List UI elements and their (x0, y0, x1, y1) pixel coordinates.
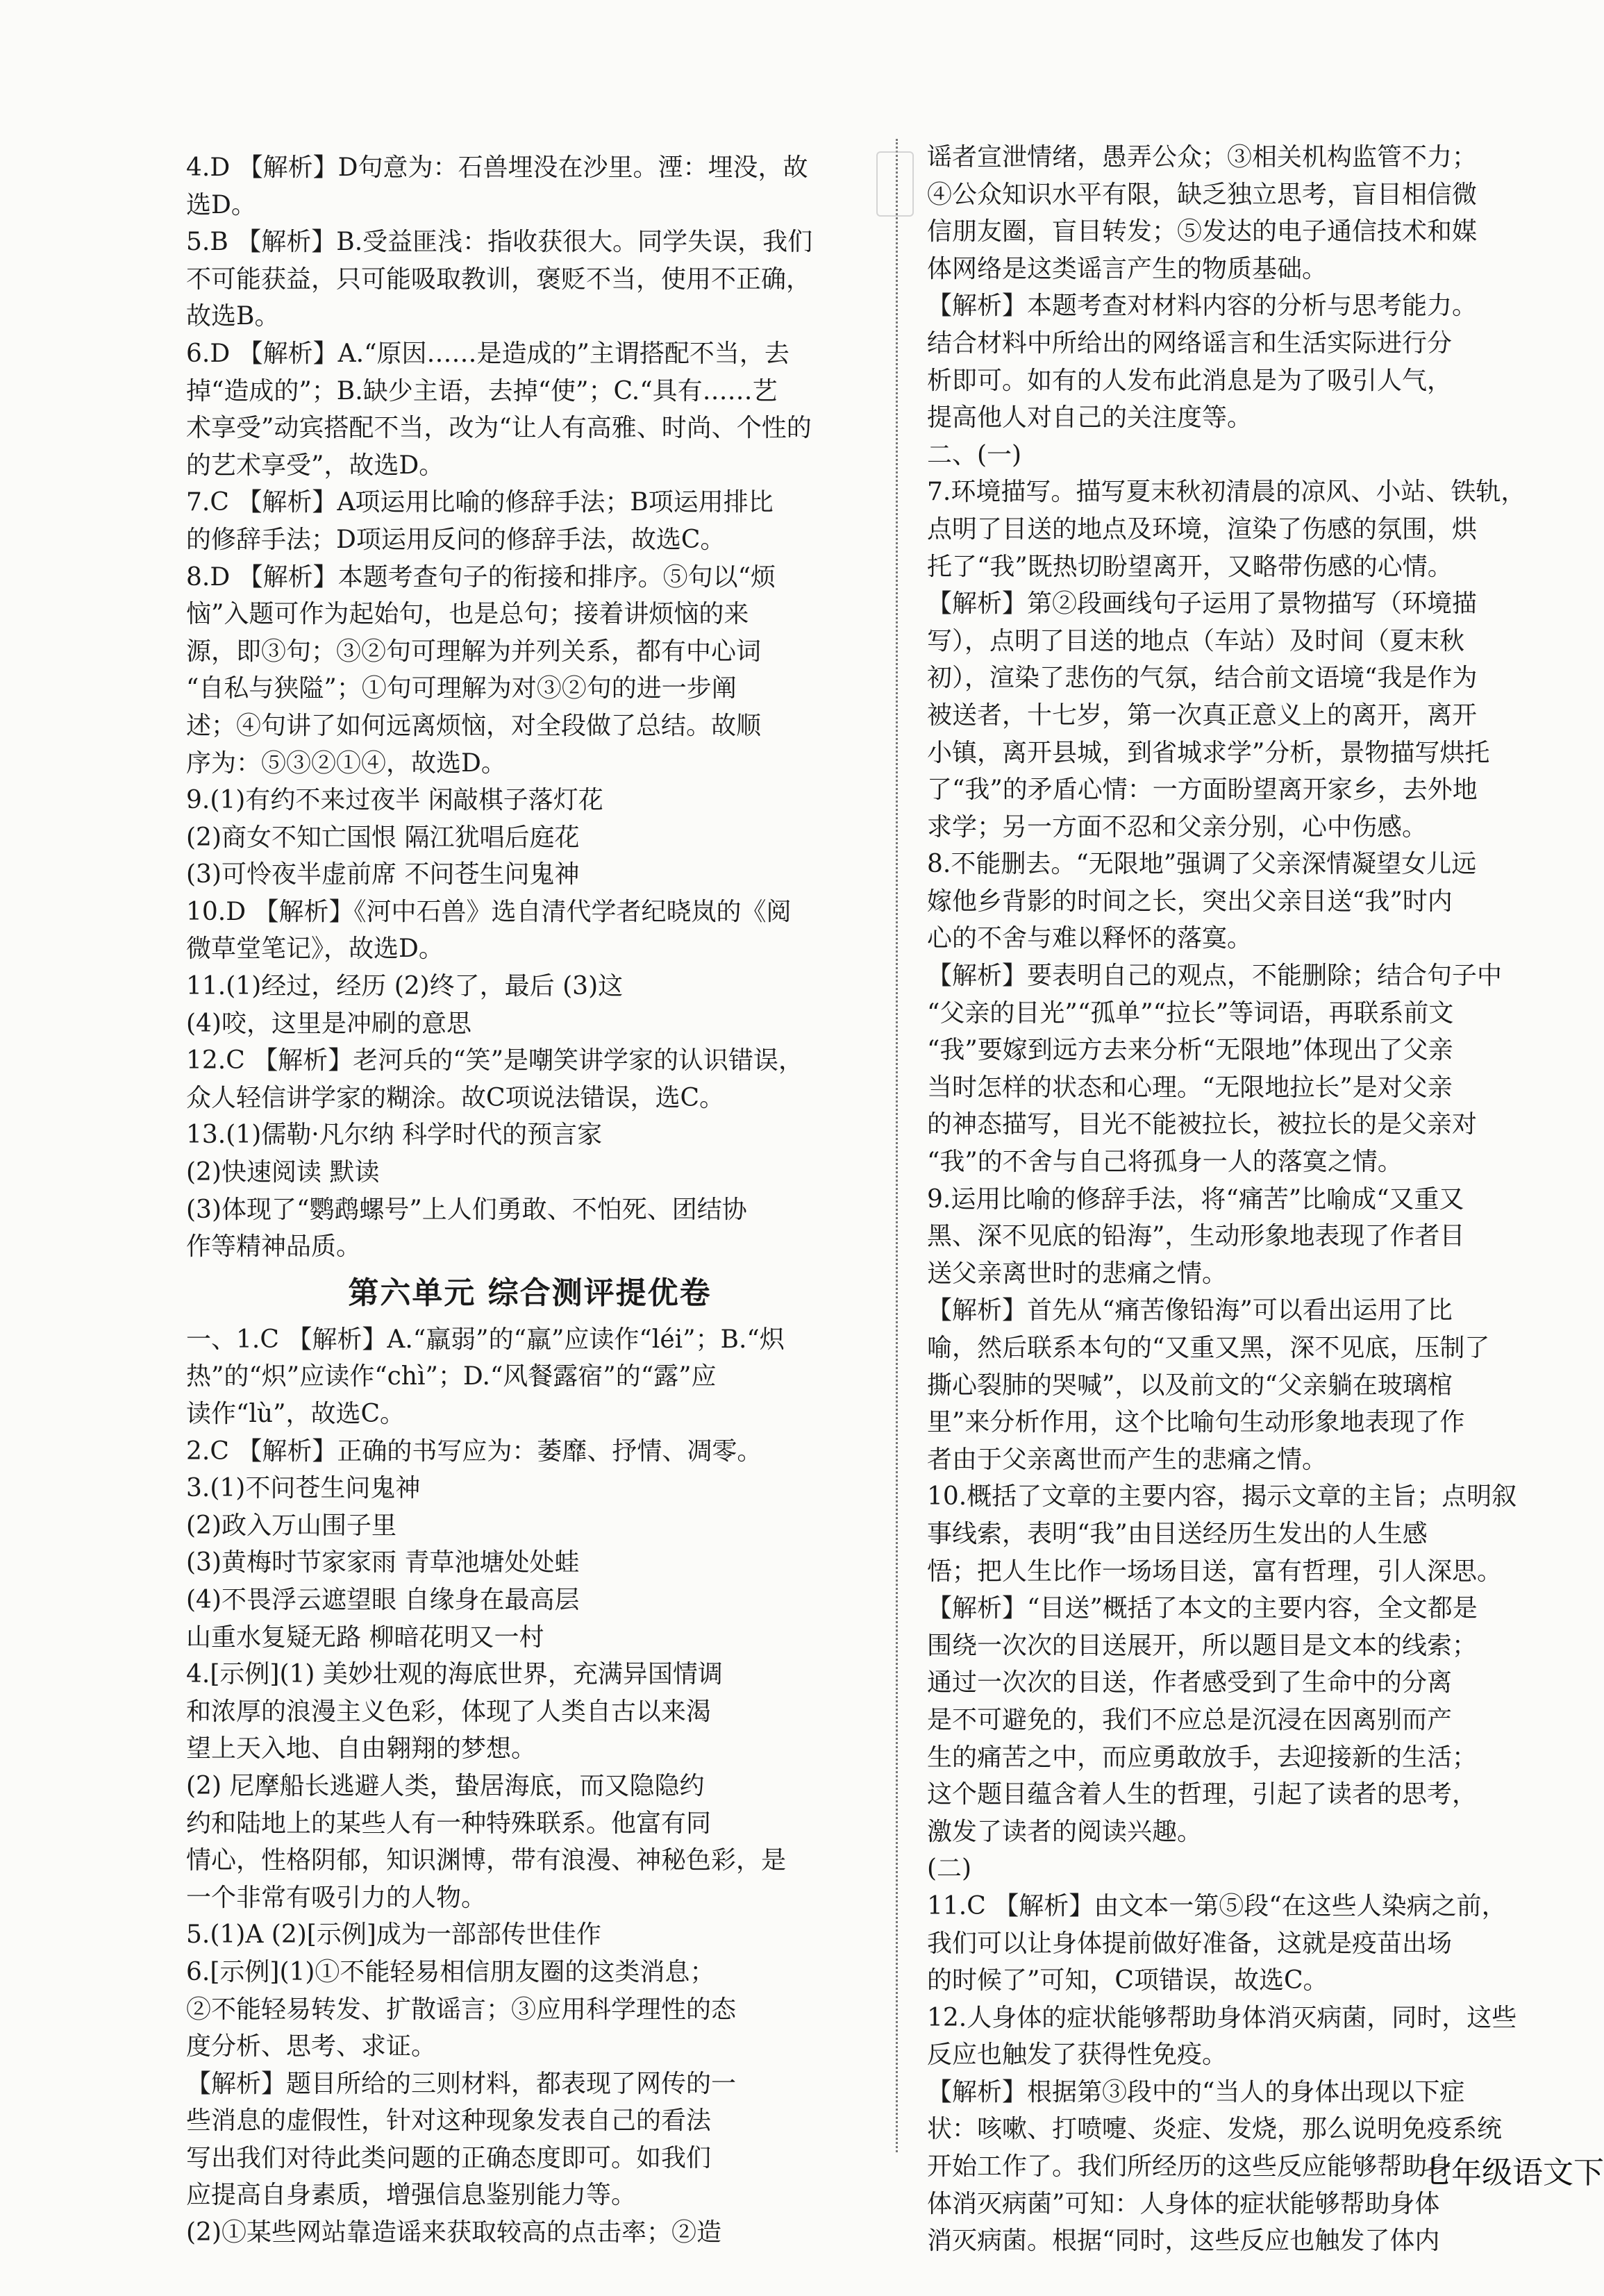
text-line: 12.人身体的症状能够帮助身体消灭病菌，同时，这些 (927, 2003, 1517, 2032)
page-footer: 七年级语文下 (1421, 2155, 1604, 2190)
text-line: 序为：⑤③②①④，故选D。 (186, 748, 506, 778)
text-line: (3)可怜夜半虚前席 不问苍生问鬼神 (186, 860, 580, 889)
text-line: 恼”入题可作为起始句，也是总句；接着讲烦恼的来 (186, 600, 749, 629)
text-line: 【解析】第②段画线句子运用了景物描写（环境描 (927, 589, 1478, 619)
text-line: 众人轻信讲学家的糊涂。故C项说法错误，选C。 (186, 1083, 725, 1112)
text-line: 2.C 【解析】正确的书写应为：萎靡、抒情、凋零。 (186, 1436, 762, 1466)
text-line: 选D。 (186, 190, 256, 219)
text-line: 生的痛苦之中，而应勇敢放手，去迎接新的生活； (927, 1743, 1478, 1772)
text-line: 状：咳嗽、打喷嚏、炎症、发烧，那么说明免疫系统 (927, 2115, 1503, 2144)
text-line: 喻，然后联系本句的“又重又黑，深不见底，压制了 (927, 1334, 1490, 1362)
text-line: 事线索，表明“我”由目送经历生发出的人生感 (927, 1519, 1428, 1548)
text-line: 托了“我”既热切盼望离开，又略带伤感的心情。 (927, 552, 1453, 581)
text-line: 10.D 【解析】《河中石兽》选自清代学者纪晓岚的《阅 (186, 897, 792, 926)
text-line: 信朋友圈，盲目转发；⑤发达的电子通信技术和媒 (927, 217, 1478, 246)
text-line: 我们可以让身体提前做好准备，这就是疫苗出场 (927, 1929, 1453, 1958)
text-line: 这个题目蕴含着人生的哲理，引起了读者的思考， (927, 1780, 1478, 1809)
text-line: ②不能轻易转发、扩散谣言；③应用科学理性的态 (186, 1995, 737, 2024)
text-line: (2)政入万山围子里 (186, 1511, 396, 1540)
text-line: 体消灭病菌”可知：人身体的症状能够帮助身体 (927, 2189, 1440, 2218)
text-line: 5.(1)A (2)[示例]成为一部部传世佳作 (186, 1920, 601, 1950)
text-line: 初），渲染了悲伤的气氛，结合前文语境“我是作为 (927, 664, 1478, 693)
text-line: 【解析】首先从“痛苦像铅海”可以看出运用了比 (927, 1296, 1453, 1325)
text-line: 撕心裂肺的哭喊”，以及前文的“父亲躺在玻璃棺 (927, 1371, 1453, 1400)
text-line: 【解析】本题考查对材料内容的分析与思考能力。 (927, 292, 1478, 321)
text-line: 悟；把人生比作一场场目送，富有哲理，引人深思。 (927, 1557, 1503, 1586)
text-line: 10.概括了文章的主要内容，揭示文章的主旨；点明叙 (927, 1482, 1517, 1511)
text-line: 激发了读者的阅读兴趣。 (927, 1817, 1203, 1846)
text-line: 一个非常有吸引力的人物。 (186, 1883, 487, 1912)
text-line: “我”要嫁到远方去来分析“无限地”体现出了父亲 (927, 1036, 1453, 1065)
text-line: 9.(1)有约不来过夜半 闲敲棋子落灯花 (186, 786, 603, 815)
text-line: 8.D 【解析】本题考查句子的衔接和排序。⑤句以“烦 (186, 562, 776, 592)
text-line: 是不可避免的，我们不应总是沉浸在因离别而产 (927, 1705, 1453, 1734)
text-line: 了“我”的矛盾心情：一方面盼望离开家乡，去外地 (927, 776, 1478, 805)
text-line: 8.不能删去。“无限地”强调了父亲深情凝望女儿远 (927, 850, 1477, 879)
text-line: 热”的“炽”应读作“chì”；D.“风餐露宿”的“露”应 (186, 1362, 717, 1391)
text-line: 【解析】题目所给的三则材料，都表现了网传的一 (186, 2069, 737, 2098)
text-line: 送父亲离世时的悲痛之情。 (927, 1259, 1228, 1288)
text-line: 4.[示例](1) 美妙壮观的海底世界，充满异国情调 (186, 1660, 723, 1689)
text-line: 术享受”动宾搭配不当，改为“让人有高雅、时尚、个性的 (186, 414, 812, 443)
text-line: 【解析】“目送”概括了本文的主要内容，全文都是 (927, 1594, 1478, 1623)
text-line: 者由于父亲离世而产生的悲痛之情。 (927, 1445, 1328, 1474)
text-line: 体网络是这类谣言产生的物质基础。 (927, 254, 1328, 283)
stamp-mark (876, 151, 914, 217)
column-divider (896, 139, 898, 2152)
text-line: 11.(1)经过，经历 (2)终了，最后 (3)这 (186, 972, 624, 1001)
text-line: 求学；另一方面不忍和父亲分别，心中伤感。 (927, 812, 1428, 841)
text-line: (4)不畏浮云遮望眼 自缘身在最高层 (186, 1585, 580, 1614)
text-line: 微草堂笔记》，故选D。 (186, 935, 444, 964)
text-line: 结合材料中所给出的网络谣言和生活实际进行分 (927, 328, 1453, 358)
text-line: 12.C 【解析】老河兵的“笑”是嘲笑讲学家的认识错误， (186, 1046, 804, 1075)
text-line: ④公众知识水平有限，缺乏独立思考，盲目相信微 (927, 180, 1478, 209)
text-line: 7.环境描写。描写夏末秋初清晨的凉风、小站、铁轨， (927, 478, 1526, 507)
text-line: 6.[示例](1)①不能轻易相信朋友圈的这类消息； (186, 1957, 715, 1986)
text-line: 消灭病菌。根据“同时，这些反应也触发了体内 (927, 2227, 1440, 2256)
text-line: 通过一次次的目送，作者感受到了生命中的分离 (927, 1668, 1453, 1698)
text-line: 提高他人对自己的关注度等。 (927, 403, 1253, 433)
text-line: 反应也触发了获得性免疫。 (927, 2041, 1228, 2070)
text-line: 的修辞手法；D项运用反问的修辞手法，故选C。 (186, 525, 726, 554)
text-line: 约和陆地上的某些人有一种特殊联系。他富有同 (186, 1809, 712, 1838)
text-line: (二) (927, 1854, 972, 1884)
text-line: (4)咬，这里是冲刷的意思 (186, 1009, 471, 1038)
text-line: (2)快速阅读 默读 (186, 1158, 380, 1187)
text-line: 故选B。 (186, 302, 280, 331)
text-line: 些消息的虚假性，针对这种现象发表自己的看法 (186, 2106, 712, 2136)
text-line: 一、1.C 【解析】A.“羸弱”的“羸”应读作“léi”；B.“炽 (186, 1325, 785, 1354)
text-line: 的时候了”可知，C项错误，故选C。 (927, 1966, 1328, 1995)
text-line: 源，即③句；③②句可理解为并列关系，都有中心词 (186, 637, 762, 666)
text-line: 度分析、思考、求证。 (186, 2032, 437, 2061)
text-line: 3.(1)不问苍生问鬼神 (186, 1474, 421, 1503)
text-line: 析即可。如有的人发布此消息是为了吸引人气， (927, 366, 1453, 395)
text-line: (2) 尼摩船长逃避人类，蛰居海底，而又隐隐约 (186, 1771, 705, 1800)
text-line: “我”的不舍与自己将孤身一人的落寞之情。 (927, 1148, 1403, 1177)
text-line: 和浓厚的浪漫主义色彩，体现了人类自古以来渴 (186, 1697, 712, 1726)
text-line: 掉“造成的”；B.缺少主语，去掉“使”；C.“具有……艺 (186, 376, 778, 405)
text-line: 述；④句讲了如何远离烦恼，对全段做了总结。故顺 (186, 711, 762, 740)
text-line: 5.B 【解析】B.受益匪浅：指收获很大。同学失误，我们 (186, 228, 813, 257)
text-line: 山重水复疑无路 柳暗花明又一村 (186, 1623, 544, 1652)
text-line: 点明了目送的地点及环境，渲染了伤感的氛围，烘 (927, 514, 1478, 544)
text-line: 不可能获益，只可能吸取教训，褒贬不当，使用不正确， (186, 265, 812, 294)
text-line: 望上天入地、自由翱翔的梦想。 (186, 1734, 537, 1763)
text-line: 被送者，十七岁，第一次真正意义上的离开，离开 (927, 701, 1478, 730)
text-line: “自私与狭隘”；①句可理解为对③②句的进一步阐 (186, 674, 737, 703)
text-line: 9.运用比喻的修辞手法，将“痛苦”比喻成“又重又 (927, 1184, 1464, 1214)
text-line: 13.(1)儒勒·凡尔纳 科学时代的预言家 (186, 1121, 603, 1150)
text-line: 写出我们对待此类问题的正确态度即可。如我们 (186, 2143, 712, 2172)
text-line: 开始工作了。我们所经历的这些反应能够帮助身 (927, 2152, 1453, 2181)
text-line: 读作“lù”，故选C。 (186, 1400, 406, 1428)
text-line: 心的不舍与难以释怀的落寞。 (927, 924, 1253, 953)
text-line: 当时怎样的状态和心理。“无限地拉长”是对父亲 (927, 1073, 1453, 1102)
text-line: 11.C 【解析】由文本一第⑤段“在这些人染病之前， (927, 1891, 1507, 1920)
text-line: 的艺术享受”，故选D。 (186, 451, 444, 480)
text-line: (2)商女不知亡国恨 隔江犹唱后庭花 (186, 823, 580, 852)
text-line: (3)黄梅时节家家雨 青草池塘处处蛙 (186, 1548, 580, 1577)
text-line: 黑、深不见底的铅海”，生动形象地表现了作者目 (927, 1222, 1465, 1251)
text-line: “父亲的目光”“孤单”“拉长”等词语，再联系前文 (927, 998, 1454, 1028)
text-line: 应提高自身素质，增强信息鉴别能力等。 (186, 2181, 637, 2210)
text-line: 4.D 【解析】D句意为：石兽埋没在沙里。湮：埋没，故 (186, 153, 808, 182)
text-line: 围绕一次次的目送展开，所以题目是文本的线索； (927, 1631, 1478, 1660)
text-line: 二、(一) (927, 440, 1022, 469)
text-line: (3)体现了“鹦鹉螺号”上人们勇敢、不怕死、团结协 (186, 1195, 747, 1224)
text-line: 谣者宣泄情绪，愚弄公众；③相关机构监管不力； (927, 143, 1478, 171)
text-line: 嫁他乡背影的时间之长，突出父亲目送“我”时内 (927, 887, 1453, 916)
text-line: 作等精神品质。 (186, 1232, 362, 1262)
text-line: 小镇，离开县城，到省城求学”分析，景物描写烘托 (927, 738, 1490, 767)
text-line: 写），点明了目送的地点（车站）及时间（夏末秋 (927, 626, 1465, 655)
text-line: 【解析】根据第③段中的“当人的身体出现以下症 (927, 2077, 1465, 2106)
text-line: 【解析】要表明自己的观点，不能删除；结合句子中 (927, 962, 1503, 991)
text-line: 7.C 【解析】A项运用比喻的修辞手法；B项运用排比 (186, 488, 774, 517)
text-line: 里”来分析作用，这个比喻句生动形象地表现了作 (927, 1408, 1465, 1437)
left-column (186, 149, 874, 2252)
text-line: 情心，性格阴郁，知识渊博，带有浪漫、神秘色彩，是 (186, 1846, 787, 1875)
unit-title: 第六单元 综合测评提优卷 (348, 1275, 712, 1311)
text-line: 的神态描写，目光不能被拉长，被拉长的是父亲对 (927, 1110, 1478, 1139)
text-line: (2)①某些网站靠造谣来获取较高的点击率；②造 (186, 2218, 721, 2247)
text-line: 6.D 【解析】A.“原因……是造成的”主谓搭配不当，去 (186, 339, 790, 368)
right-column (927, 139, 1604, 2260)
